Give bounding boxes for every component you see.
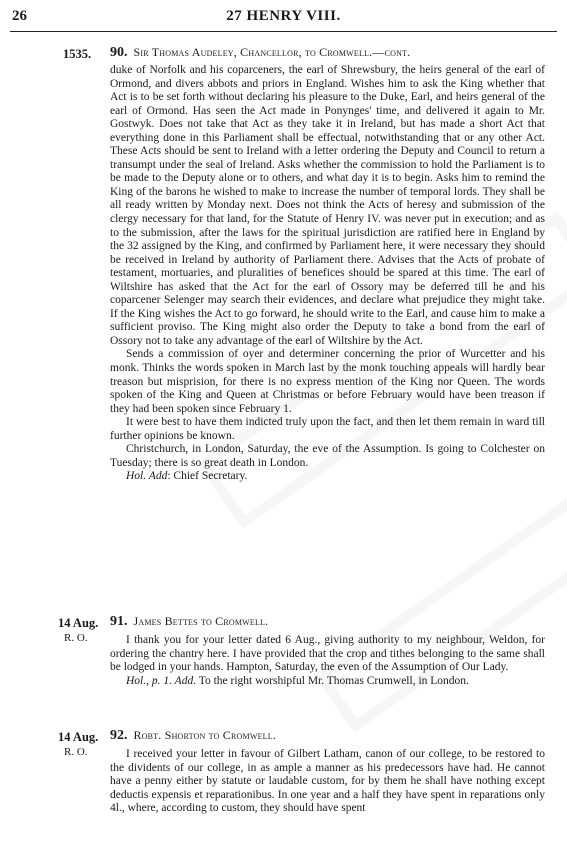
entry-title: Sir Thomas Audeley, Chancellor, to Cromwell.—cont. xyxy=(133,45,411,59)
entry-91-body xyxy=(110,634,545,688)
entry-92-date xyxy=(58,730,98,760)
paragraph: It were best to have them indicted truly upon the fact, and then let them remain in ward till further opinions be known. xyxy=(110,416,545,442)
entry-number: 91. xyxy=(110,614,128,629)
endorsement-note xyxy=(110,470,545,484)
running-title: 27 HENRY VIII. xyxy=(226,8,341,24)
source-label: R. O. xyxy=(64,632,88,644)
paragraph: I received your letter in favour of Gilbert Latham, canon of our college, to be restored to the dividents of our college, in as ample a manner as his predecessors have had. He cannot have a penny either by statute or laudable custom, for by them he shall have nothing except deductis expensis et reparationibus. In one year and a half they have spent in reparations only 4l., where, according to custom, they should have spent xyxy=(110,748,545,815)
note-plain: : Chief Secretary. xyxy=(167,470,248,483)
paragraph: I thank you for your letter dated 6 Aug., giving authority to my neighbour, Weldon, for ordering the chantry here. I have provided that the crop and tithes belonging to the same shall be lodged in your hands. Hampton, Saturday, the even of the Assumption of Our Lady. xyxy=(110,634,545,674)
entry-90-heading xyxy=(110,45,550,61)
entry-title: James Bettes to Cromwell. xyxy=(133,614,269,628)
watermark-band xyxy=(314,457,567,732)
entry-number: 92. xyxy=(110,728,128,743)
paragraph: Sends a commission of oyer and determiner concerning the prior of Wurcetter and his monk. Thinks the words spoken in March last by the monk touching appeals will hardly bear treason but misprision, for there is no express mention of the King nor Queen. The words spoken of the King and Queen at Christmas or before February would have been treason if they had been spoken since February 1. xyxy=(110,348,545,415)
entry-91-date xyxy=(58,616,98,646)
source-label: R. O. xyxy=(64,746,88,758)
date-label: 14 Aug. xyxy=(58,616,99,630)
year-marginal: 1535. xyxy=(63,47,92,61)
page-number: 26 xyxy=(12,8,27,24)
entry-90-body xyxy=(110,64,545,484)
paragraph: Christchurch, in London, Saturday, the eve of the Assumption. Is going to Colchester on Tuesday; there is so great death in London. xyxy=(110,443,545,469)
header-rule xyxy=(10,31,557,32)
paragraph: duke of Norfolk and his coparceners, the earl of Shrewsbury, the heirs general of the earl of Ormond, and divers abbots and priors in England. Wishes him to ask the King whether that Act is to be set forth without declaring his pleasure to the Duke, Earl, and heirs general of the earl of Ormond. Has seen the Act made in Ponynges' time, and delivered it again to Mr. Gostwyk. Does not take that Act as they take it in Ireland, but has made a short Act that everything done in this Parliament shall be effectual, notwithstanding that or any other Act. These Acts should be sent to Ireland with a letter ordering the Deputy and Council to return a transumpt under the seal of Ireland. Asks whether the commission to hold the Parliament is to be made to the Deputy alone or to others, and what day it is to begin. Asks him to remind the King of the barons he wished to make to increase the number of temporal lords. They shall be all ready written by Monday next. Does not think the Acts of heresy and submission of the clergy necessary for that land, for the Statute of Henry IV. was never put in execution; and as to the submission, after the laws for the spiritual jurisdiction are ratified here in England by the 32 assigned by the King, and confirmed by Parliament here, it were necessary they should be received in Ireland by authority of Parliament there. Advises that the Acts of probate of testament, mortuaries, and pluralities of benefices should be spared at this time. The earl of Wiltshire has asked that the Act for the earl of Ossory may be deferred till he and his coparcener Selenger may search their evidences, and declare what prejudice they might take. If the King wishes the Act to go forward, he should write to the Earl, and cause him to make a sufficient proviso. The King might also order the Deputy to take a bond from the earl of Ossory not to take any advantage of the earl of Wiltshire by the Act. xyxy=(110,64,545,347)
entry-92-body xyxy=(110,748,545,816)
date-label: 14 Aug. xyxy=(58,730,99,744)
endorsement-note xyxy=(110,675,545,689)
note-italic: Hol. Add xyxy=(126,470,168,483)
note-plain: To the right worshipful Mr. Thomas Crumwell, in London. xyxy=(196,674,469,687)
entry-title: Robt. Shorton to Cromwell. xyxy=(133,728,277,742)
entry-91-heading xyxy=(110,614,550,630)
entry-92-heading xyxy=(110,728,550,744)
note-italic: Hol., p. 1. Add. xyxy=(126,674,197,687)
entry-number: 90. xyxy=(110,45,128,60)
